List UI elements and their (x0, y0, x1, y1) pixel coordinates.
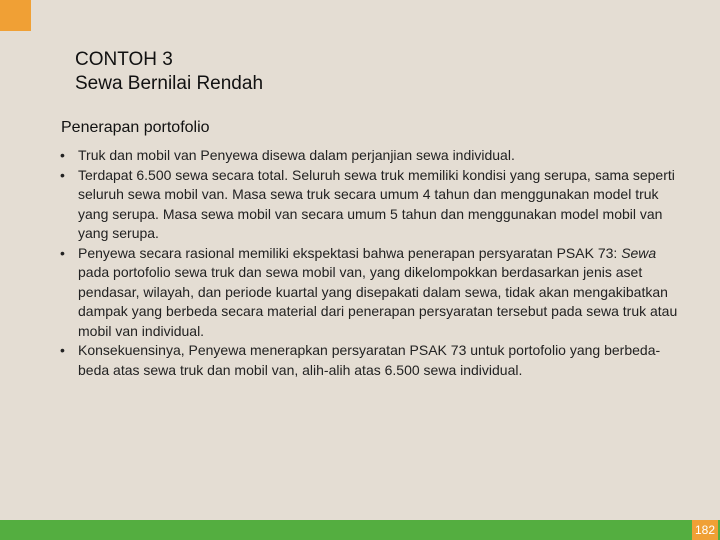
slide-subtitle: Penerapan portofolio (61, 119, 210, 136)
bullet-text-3-italic: Sewa (621, 244, 657, 261)
bullet-text-4: Konsekuensinya, Penyewa menerapkan persyaratan PSAK 73 untuk portofolio yang berbeda-beda atas sewa truk dan mobil van, alih-alih atas 6.500 sewa individual. (78, 342, 661, 378)
bullet-text-1: Truk dan mobil van Penyewa disewa dalam perjanjian sewa individual. (78, 147, 515, 163)
bullet-icon: • (60, 147, 65, 163)
title-line-1: CONTOH 3 (75, 49, 173, 70)
title-line-2: Sewa Bernilai Rendah (75, 73, 264, 94)
slide-title (75, 48, 263, 96)
bullet-item-4 (59, 341, 679, 380)
footer-bar (0, 520, 720, 540)
page-number: 182 (692, 520, 718, 540)
bullet-text-3 (78, 245, 677, 339)
bullet-item-2 (59, 166, 679, 244)
bullet-list (59, 146, 679, 380)
bullet-item-1 (59, 146, 679, 166)
bullet-icon: • (60, 244, 65, 261)
bullet-item-3 (59, 244, 679, 342)
bullet-icon: • (60, 166, 65, 183)
bullet-text-2: Terdapat 6.500 sewa secara total. Seluruh sewa truk memiliki kondisi yang serupa, sama seperti seluruh sewa mobil van. Masa sewa truk secara umum 4 tahun dan menggunakan model truk yang serupa. Masa sewa mobil van secara umum 5 tahun dan menggunakan model mobil van yang serupa. (78, 166, 675, 241)
corner-accent-square (0, 0, 31, 31)
bullet-text-3-after: pada portofolio sewa truk dan sewa mobil van, yang dikelompokkan berdasarkan jenis aset pendasar, wilayah, dan periode kuartal yang disepakati dalam sewa, tidak akan mengakibatkan dampak yang berbeda secara material dari penerapan persyaratan tersebut pada sewa truk atau mobil van individual. (78, 264, 678, 339)
bullet-text-3-before: Penyewa secara rasional memiliki ekspektasi bahwa penerapan persyaratan PSAK 73: (78, 244, 622, 261)
bullet-icon: • (60, 342, 65, 358)
